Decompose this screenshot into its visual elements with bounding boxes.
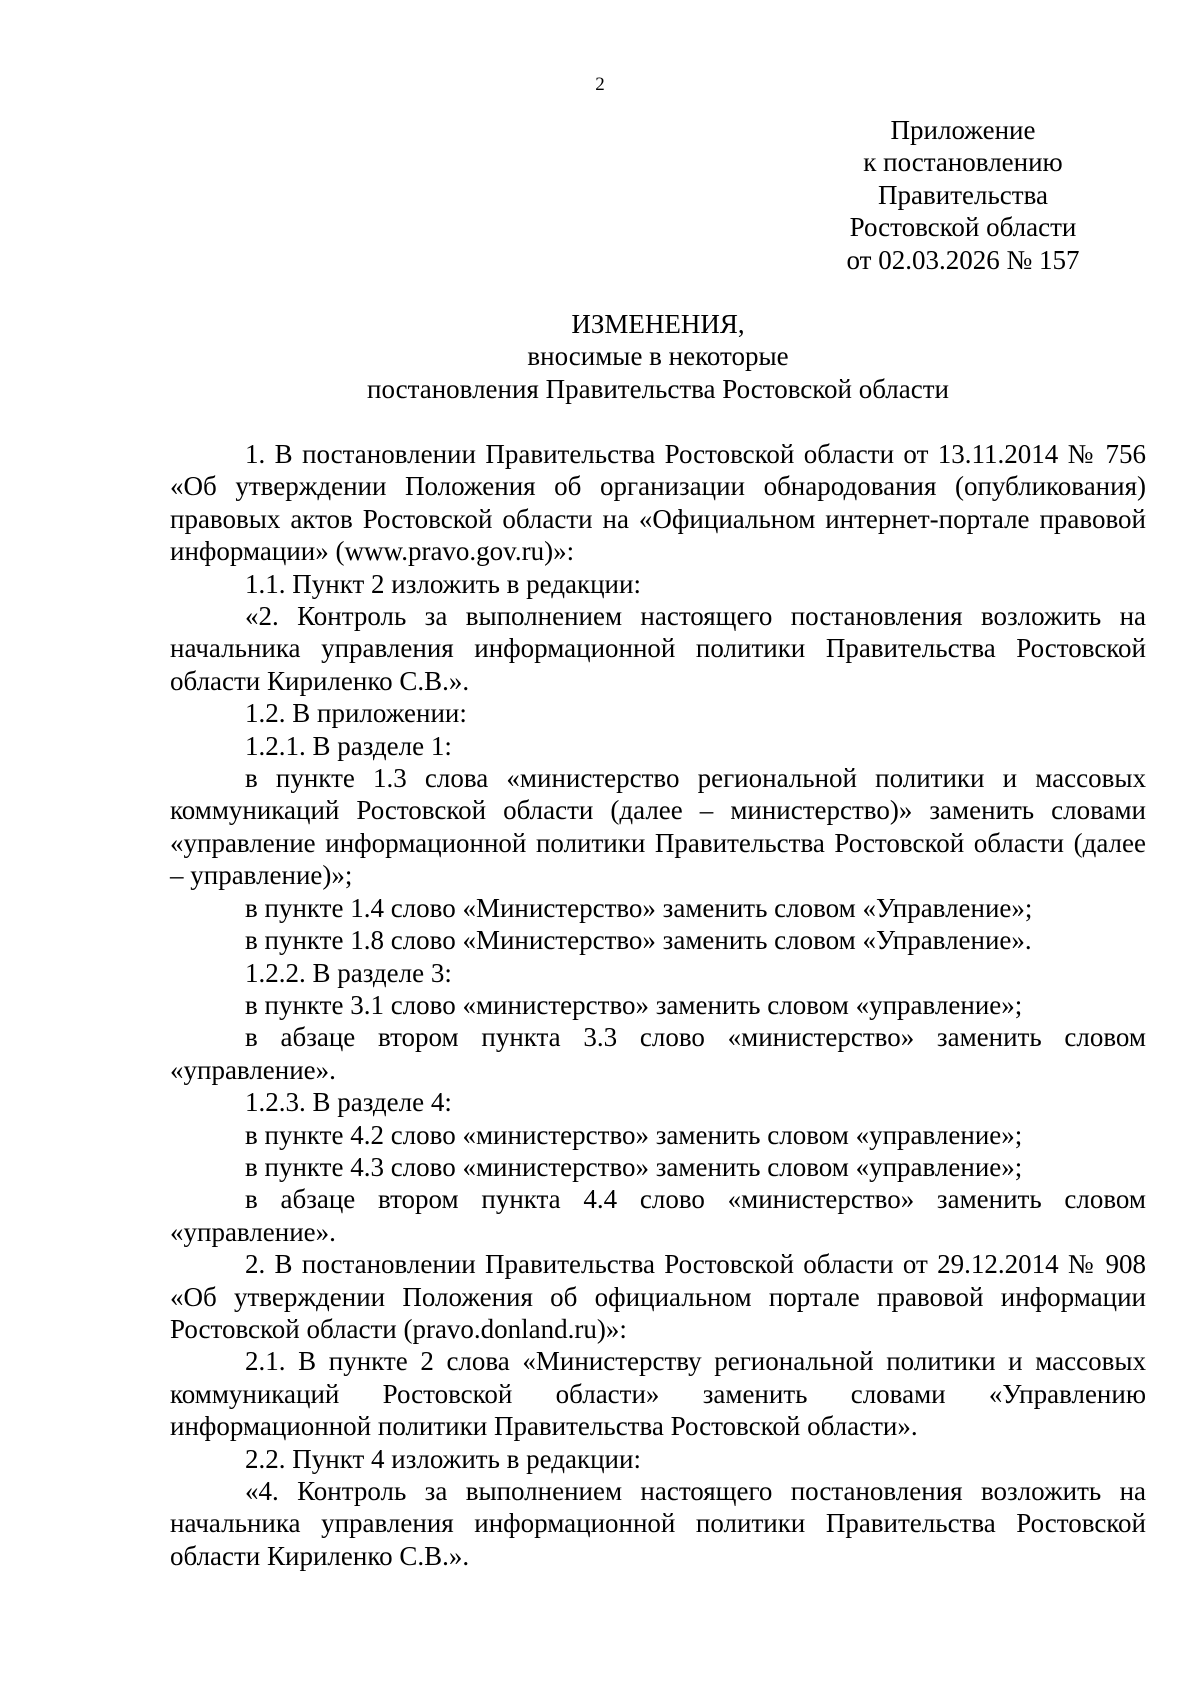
paragraph: «2. Контроль за выполнением настоящего постановления возложить на начальника управления информационной политики Правительства Ростовской области Кириленко С.В.». bbox=[170, 601, 1146, 696]
title-heading: ИЗМЕНЕНИЯ, bbox=[571, 309, 745, 339]
paragraph: в абзаце втором пункта 4.4 слово «министерство» заменить словом «управление». bbox=[170, 1184, 1146, 1247]
paragraph: в пункте 3.1 слово «министерство» заменить словом «управление»; bbox=[245, 989, 1023, 1020]
paragraph: 1.1. Пункт 2 изложить в редакции: bbox=[245, 568, 641, 599]
document-body bbox=[170, 438, 1146, 1572]
paragraph: 2.1. В пункте 2 слова «Министерству региональной политики и массовых коммуникаций Ростовской области» заменить словами «Управлению информационной политики Правительства Ростовской области». bbox=[170, 1346, 1146, 1442]
appendix-line: Правительства bbox=[878, 179, 1048, 210]
paragraph: 1. В постановлении Правительства Ростовской области от 13.11.2014 № 756 «Об утверждении Положения об организации обнародования (опубликования) правовых актов Ростовской области на «Официальном интернет-портале правовой информации» (www.pravo.gov.ru)»: bbox=[170, 439, 1146, 567]
document-title bbox=[170, 308, 1146, 405]
appendix-header bbox=[810, 114, 1116, 276]
appendix-line: Приложение bbox=[890, 115, 1036, 145]
paragraph: 1.2.3. В разделе 4: bbox=[245, 1087, 452, 1118]
paragraph: 1.2. В приложении: bbox=[245, 698, 467, 729]
title-subtitle: постановления Правительства Ростовской области bbox=[367, 373, 949, 404]
paragraph: в пункте 4.3 слово «министерство» заменить словом «управление»; bbox=[245, 1151, 1023, 1182]
paragraph: в пункте 1.8 слово «Министерство» заменить словом «Управление». bbox=[245, 925, 1032, 956]
paragraph: 1.2.2. В разделе 3: bbox=[245, 957, 452, 988]
paragraph: в пункте 1.4 слово «Министерство» заменить словом «Управление»; bbox=[245, 892, 1033, 923]
paragraph: 2. В постановлении Правительства Ростовской области от 29.12.2014 № 908 «Об утверждении Положения об официальном портале правовой информации Ростовской области (pravo.donland.ru)»: bbox=[170, 1249, 1146, 1344]
paragraph: в пункте 4.2 слово «министерство» заменить словом «управление»; bbox=[245, 1119, 1023, 1150]
title-subtitle: вносимые в некоторые bbox=[527, 341, 789, 372]
paragraph: в абзаце втором пункта 3.3 слово «министерство» заменить словом «управление». bbox=[170, 1022, 1146, 1085]
appendix-line: Ростовской области bbox=[849, 212, 1077, 243]
appendix-date-number: от 02.03.2026 № 157 bbox=[846, 244, 1080, 275]
paragraph: «4. Контроль за выполнением настоящего постановления возложить на начальника управления информационной политики Правительства Ростовской области Кириленко С.В.». bbox=[170, 1476, 1146, 1571]
paragraph: 2.2. Пункт 4 изложить в редакции: bbox=[245, 1443, 641, 1474]
paragraph: в пункте 1.3 слова «министерство региональной политики и массовых коммуникаций Ростовской области (далее – министерство)» заменить словами «управление информационной политики Правительства Ростовской области (далее – управление)»; bbox=[170, 763, 1146, 891]
paragraph: 1.2.1. В разделе 1: bbox=[245, 730, 452, 761]
page-number: 2 bbox=[595, 74, 605, 95]
appendix-line: к постановлению bbox=[863, 147, 1063, 178]
